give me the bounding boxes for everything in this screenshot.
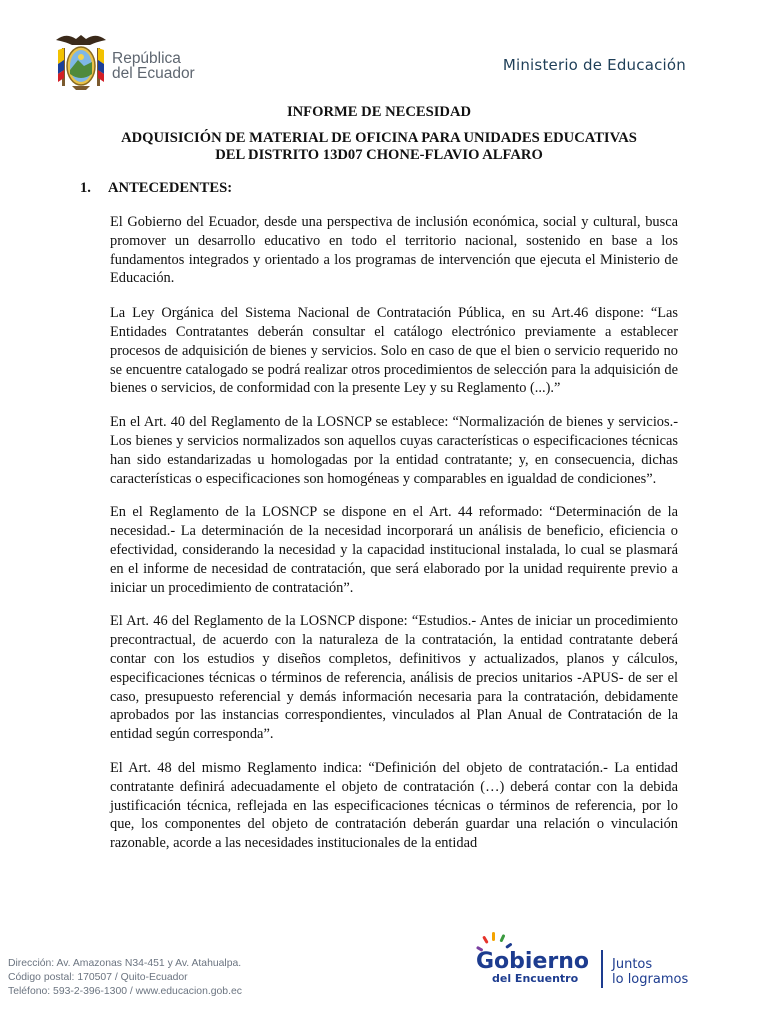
subtitle-line-2: DEL DISTRITO 13D07 CHONE-FLAVIO ALFARO	[215, 147, 543, 163]
paragraph-4: En el Reglamento de la LOSNCP se dispone en el Art. 44 reformado: “Determinación de la necesidad.- La determinación de la necesidad incorporará un análisis de beneficio, eficiencia o efectividad, considerando la necesidad y la capacidad institucional instalada, lo cual se plasmará en el informe de necesidad de contratación, que será elaborado por la unidad requirente previo a iniciar un procedimiento de contratación”.	[110, 504, 678, 596]
coat-of-arms-icon	[52, 30, 110, 92]
republic-line-2: del Ecuador	[112, 65, 195, 82]
ministry-name: Ministerio de Educación	[502, 56, 686, 74]
document-title: INFORME DE NECESIDAD	[286, 104, 472, 120]
paragraph-3: En el Art. 40 del Reglamento de la LOSNCP se establece: “Normalización de bienes y servicios.- Los bienes y servicios normalizados son aquellos cuyas características o especificaciones técnicas han sido estandarizadas u homologadas por la entidad contratante; y, en consecuencia, dichas características o especificaciones son homogéneas y comparables en igualdad de condiciones”.	[110, 414, 678, 487]
slogan-line-1: Juntos	[612, 957, 653, 972]
paragraph-5: El Art. 46 del Reglamento de la LOSNCP dispone: “Estudios.- Antes de iniciar un procedimiento precontractual, de acuerdo con la naturaleza de la contratación, la entidad contratante deberá contar con los estudios y diseños completos, definitivos y actualizados, planos y cálculos, especificaciones técnicas o términos de referencia, análisis de precios unitarios -APUS- de ser el caso, presupuesto referencial y demás información necesaria para la contratación, debidamente aprobados por las instancias correspondientes, vinculados al Plan Anual de Contratación de la entidad según corresponda”.	[110, 613, 678, 743]
page-header	[0, 0, 768, 100]
gobierno-logo	[470, 928, 710, 992]
gobierno-word: Gobierno	[476, 949, 590, 974]
paragraph-1: El Gobierno del Ecuador, desde una perspectiva de inclusión económica, social y cultural, busca promover un desarrollo educativo en todo el territorio nacional, sostenido en base a los fundamentos integrados y orientado a los programas de intervención que ejecuta el Ministerio de Educación.	[110, 214, 678, 287]
republic-line-1: República	[112, 50, 181, 67]
paragraph-2: La Ley Orgánica del Sistema Nacional de Contratación Pública, en su Art.46 dispone: “Las Entidades Contratantes deberán consultar el catálogo electrónico previamente a establecer procesos de adquisición de bienes y servicios. Solo en caso de que el bien o servicio requerido no se encuentre catalogado se podrá realizar otros procedimientos de selección para la adquisición de bienes o servicios, de conformidad con la presente Ley y su Reglamento (...).”	[110, 305, 678, 397]
republic-name	[112, 51, 195, 81]
document-body	[80, 100, 678, 853]
document-subtitle	[80, 130, 678, 164]
section-number: 1.	[80, 180, 91, 196]
footer-address-line: Dirección: Av. Amazonas N34-451 y Av. Atahualpa.	[8, 958, 242, 969]
paragraph-6: El Art. 48 del mismo Reglamento indica: “Definición del objeto de contratación.- La entidad contratante definirá adecuadamente el objeto de contratación (…) deberá contar con la debida justificación técnica, reflejada en las especificaciones técnicas o términos de referencia, por lo que, los componentes del objeto de contratación deberán guardar una relación o vinculación razonable, acorde a las necesidades institucionales de la entidad	[110, 759, 678, 852]
section-title: ANTECEDENTES:	[108, 180, 233, 196]
footer-phone-line: Teléfono: 593-2-396-1300 / www.educacion.gob.ec	[8, 986, 242, 997]
encuentro-word: del Encuentro	[492, 972, 579, 985]
subtitle-line-1: ADQUISICIÓN DE MATERIAL DE OFICINA PARA UNIDADES EDUCATIVAS	[121, 130, 637, 146]
logo-divider	[601, 950, 603, 988]
footer-address	[8, 957, 242, 999]
slogan-line-2: lo logramos	[612, 972, 689, 987]
footer-postal-line: Código postal: 170507 / Quito-Ecuador	[8, 972, 188, 983]
section-heading	[80, 180, 678, 197]
